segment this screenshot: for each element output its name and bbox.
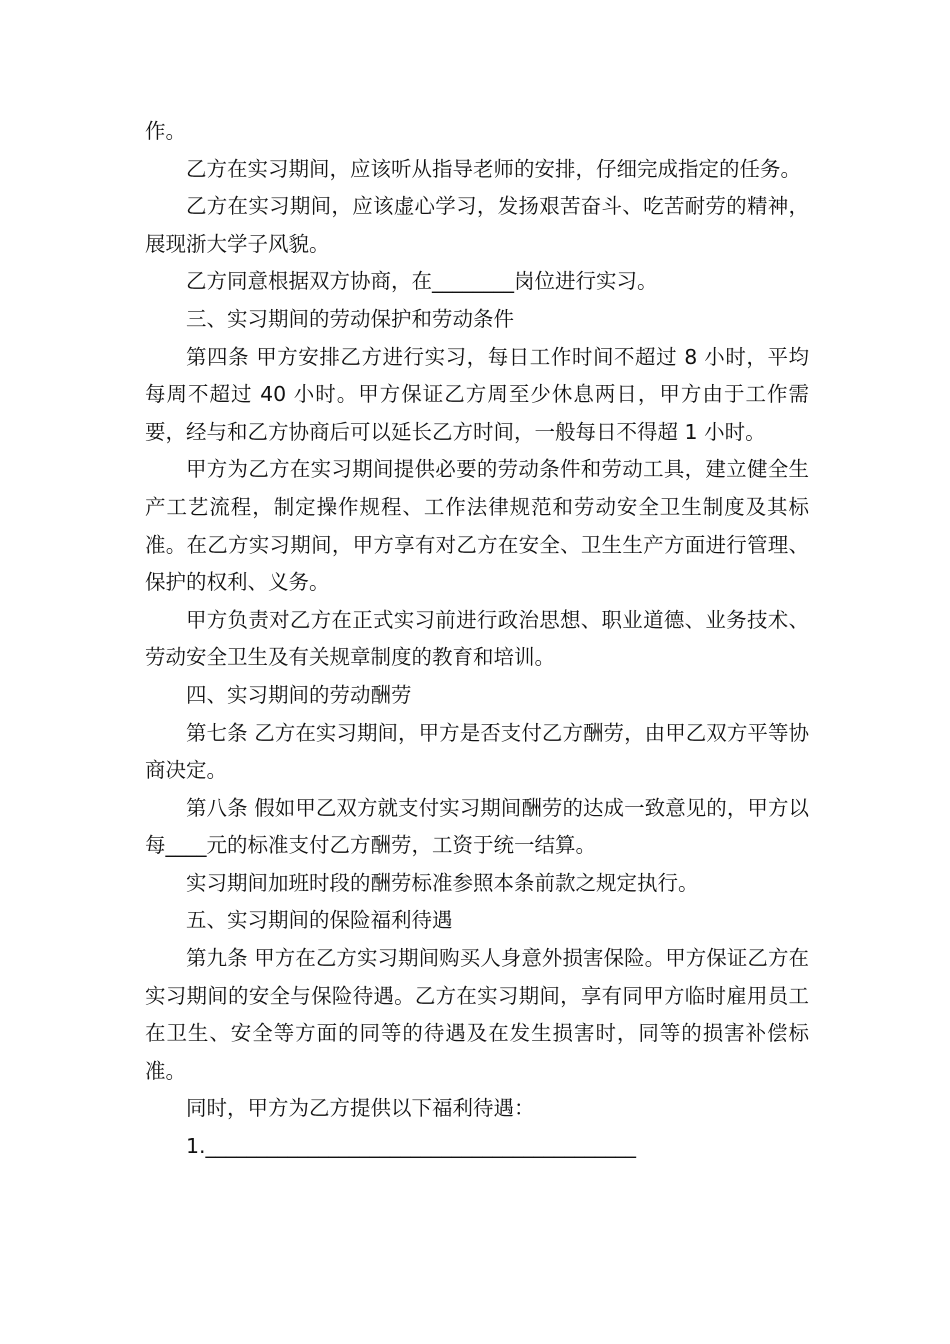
paragraph-continuation: 作。	[145, 119, 186, 143]
article-8-payment-standard: 第八条 假如甲乙双方就支付实习期间酬劳的达成一致意见的，甲方以每____元的标准支付乙方酬劳，工资于统一结算。	[145, 795, 809, 858]
benefit-item-1-blank: 1.__________________________________________	[186, 1134, 637, 1159]
document-body	[145, 113, 809, 1166]
paragraph-internship-position: 乙方同意根据双方协商，在________岗位进行实习。	[186, 269, 658, 294]
paragraph-overtime-pay: 实习期间加班时段的酬劳标准参照本条前款之规定执行。	[186, 870, 699, 895]
paragraph-benefits-intro: 同时，甲方为乙方提供以下福利待遇：	[186, 1096, 535, 1121]
article-7-payment-decision: 第七条 乙方在实习期间，甲方是否支付乙方酬劳，由甲乙双方平等协商决定。	[145, 720, 809, 783]
paragraph-study-humbly: 乙方在实习期间，应该虚心学习，发扬艰苦奋斗、吃苦耐劳的精神，展现浙大学子风貌。	[145, 194, 809, 256]
section-heading-labor-protection: 三、实习期间的劳动保护和劳动条件	[186, 306, 514, 331]
paragraph-follow-instructor: 乙方在实习期间，应该听从指导老师的安排，仔细完成指定的任务。	[186, 156, 801, 181]
paragraph-labor-conditions: 甲方为乙方在实习期间提供必要的劳动条件和劳动工具，建立健全生产工艺流程，制定操作规程、工作法律规范和劳动安全卫生制度及其标准。在乙方实习期间，甲方享有对乙方在安全、卫生生产方面进行管理、保护的权利、义务。	[145, 457, 809, 595]
section-heading-insurance: 五、实习期间的保险福利待遇	[186, 908, 453, 933]
section-heading-remuneration: 四、实习期间的劳动酬劳	[186, 682, 412, 707]
article-9-insurance: 第九条 甲方在乙方实习期间购买人身意外损害保险。甲方保证乙方在实习期间的安全与保险待遇。乙方在实习期间，享有同甲方临时雇用员工在卫生、安全等方面的同等的待遇及在发生损害时，同等的损害补偿标准。	[145, 946, 809, 1083]
paragraph-training: 甲方负责对乙方在正式实习前进行政治思想、职业道德、业务技术、劳动安全卫生及有关规章制度的教育和培训。	[145, 607, 809, 670]
article-4-working-hours: 第四条 甲方安排乙方进行实习，每日工作时间不超过 8 小时，平均每周不超过 40 小时。甲方保证乙方周至少休息两日，甲方由于工作需要，经与和乙方协商后可以延长乙方时间，一般每日不得超 1 小时。	[145, 344, 809, 444]
